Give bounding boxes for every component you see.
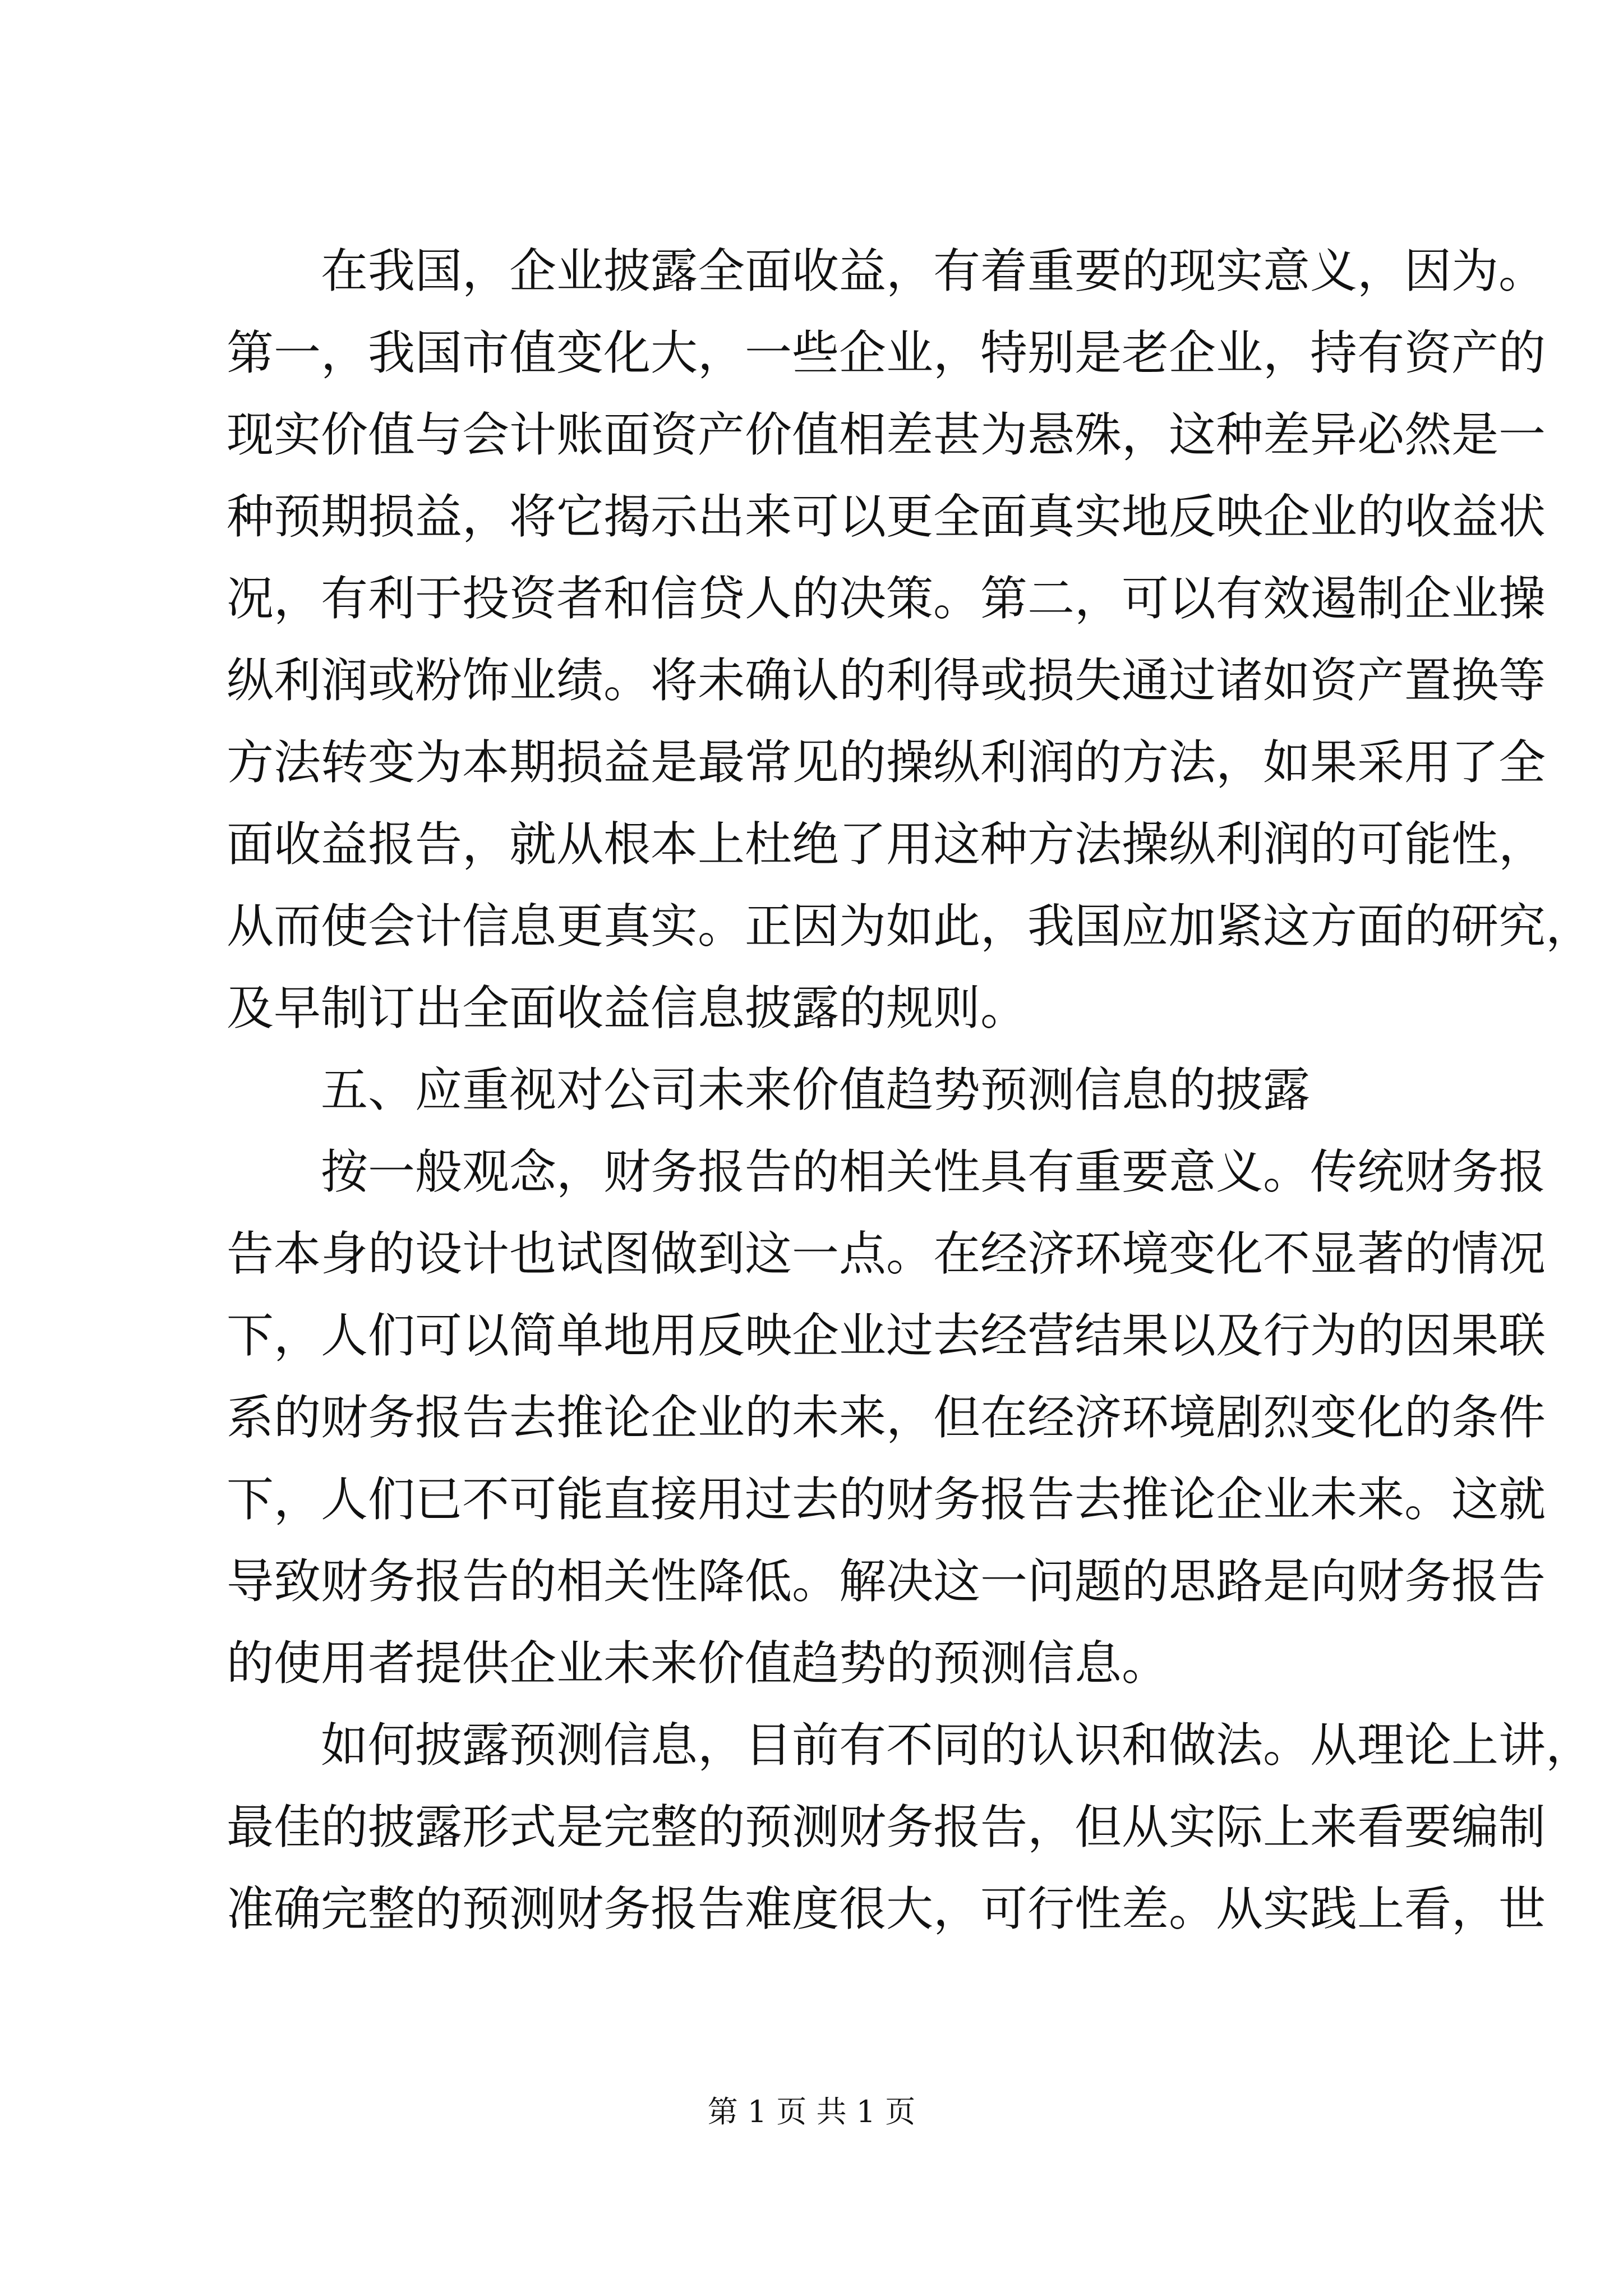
- paragraph-line: 准确完整的预测财务报告难度很大，可行性差。从实践上看，世: [227, 1881, 1546, 1936]
- paragraph-line: 导致财务报告的相关性降低。解决这一问题的思路是向财务报告: [227, 1554, 1546, 1609]
- paragraph-line: 下，人们可以简单地用反映企业过去经营结果以及行为的因果联: [227, 1308, 1546, 1363]
- paragraph-line: 系的财务报告去推论企业的未来，但在经济环境剧烈变化的条件: [227, 1390, 1546, 1445]
- paragraph-line: 在我国，企业披露全面收益，有着重要的现实意义，因为。: [321, 243, 1546, 298]
- paragraph-line: 方法转变为本期损益是最常见的操纵利润的方法，如果采用了全: [227, 735, 1546, 790]
- paragraph-line: 最佳的披露形式是完整的预测财务报告，但从实际上来看要编制: [227, 1800, 1546, 1855]
- section-heading: 五、应重视对公司未来价值趋势预测信息的披露: [321, 1062, 1311, 1117]
- paragraph-line: 面收益报告，就从根本上杜绝了用这种方法操纵利润的可能性，: [227, 817, 1546, 872]
- paragraph-line: 如何披露预测信息，目前有不同的认识和做法。从理论上讲，: [321, 1718, 1593, 1773]
- paragraph-line: 按一般观念，财务报告的相关性具有重要意义。传统财务报: [321, 1144, 1546, 1199]
- document-body: [227, 230, 1593, 1950]
- paragraph-line: 及早制订出全面收益信息披露的规则。: [227, 981, 1028, 1036]
- paragraph-line: 下，人们已不可能直接用过去的财务报告去推论企业未来。这就: [227, 1472, 1546, 1527]
- paragraph-line: 的使用者提供企业未来价值趋势的预测信息。: [227, 1636, 1169, 1691]
- paragraph-line: 第一，我国市值变化大，一些企业，特别是老企业，持有资产的: [227, 325, 1546, 380]
- paragraph-line: 现实价值与会计账面资产价值相差甚为悬殊，这种差异必然是一: [227, 407, 1546, 462]
- paragraph-line: 纵利润或粉饰业绩。将未确认的利得或损失通过诸如资产置换等: [227, 653, 1546, 708]
- paragraph-line: 告本身的设计也试图做到这一点。在经济环境变化不显著的情况: [227, 1226, 1546, 1281]
- page-footer: 第 1 页 共 1 页: [707, 2094, 916, 2129]
- paragraph-line: 种预期损益，将它揭示出来可以更全面真实地反映企业的收益状: [227, 489, 1546, 544]
- paragraph-line: 况，有利于投资者和信贷人的决策。第二，可以有效遏制企业操: [227, 571, 1546, 626]
- paragraph-line: 从而使会计信息更真实。正因为如此，我国应加紧这方面的研究，: [227, 899, 1593, 954]
